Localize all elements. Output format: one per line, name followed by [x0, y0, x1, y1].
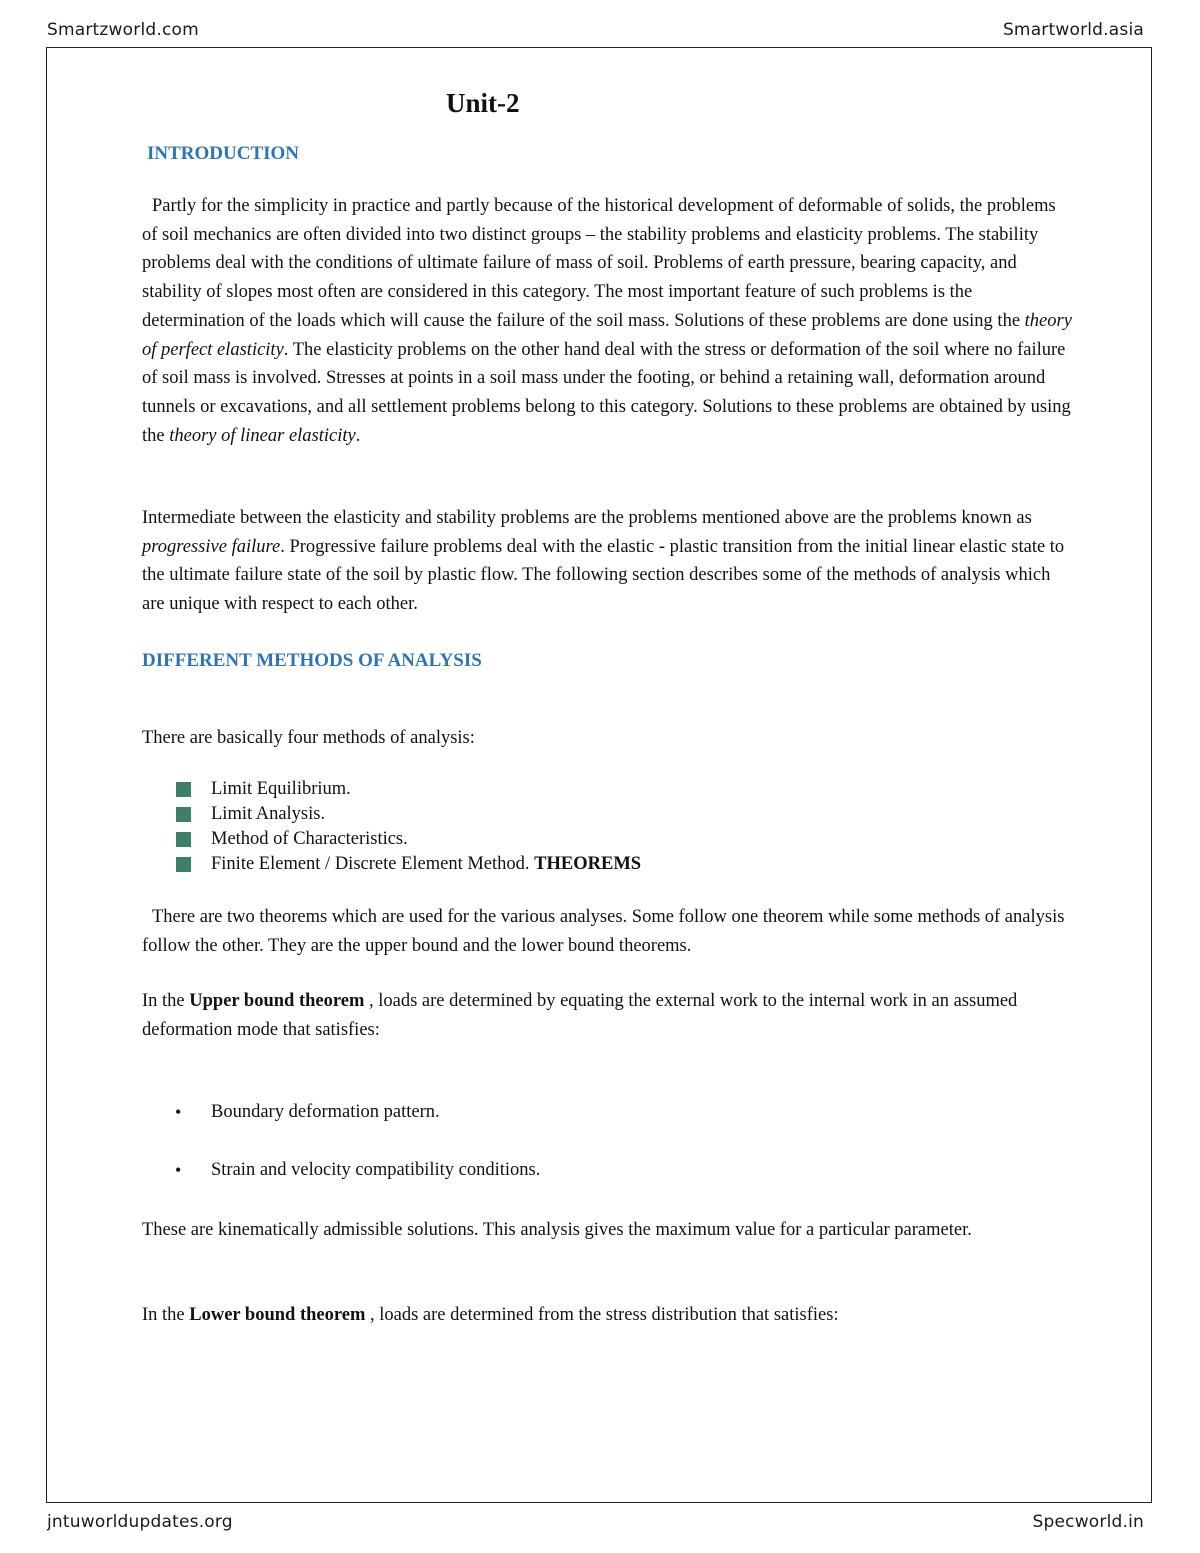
square-bullet-icon: [176, 857, 191, 872]
lower-bound-paragraph: In the Lower bound theorem , loads are determined from the stress distribution that satisfies:: [142, 1305, 839, 1325]
footer-right-site: Specworld.in: [1032, 1512, 1144, 1532]
square-bullet-icon: [176, 807, 191, 822]
list-item: Finite Element / Discrete Element Method. THEOREMS: [142, 852, 1042, 877]
page-title: Unit-2: [446, 88, 520, 118]
header-left-site: Smartzworld.com: [47, 20, 199, 40]
list-item: • Boundary deformation pattern.: [175, 1102, 440, 1122]
lower-bound-term: Lower bound theorem: [189, 1305, 366, 1325]
methods-intro: There are basically four methods of analysis:: [142, 728, 475, 748]
intro-paragraph-1: Partly for the simplicity in practice and partly because of the historical development of deformable of solids, the problems of soil mechanics are often divided into two distinct groups – the stability problems and elasticity problems. The stability problems deal with the conditions of ultimate failure of mass of soil. Problems of earth pressure, bearing capacity, and stability of slopes most often are considered in this category. The most important feature of such problems is the determination of the loads which will cause the failure of the soil mass. Solutions of these problems are done using the theory of perfect elasticity. The elasticity problems on the other hand deal with the stress or deformation of the soil where no failure of soil mass is involved. Stresses at points in a soil mass under the footing, or behind a retaining wall, deformation around tunnels or excavations, and all settlement problems belong to this category. Solutions to these problems are obtained by using the theory of linear elasticity.: [142, 196, 1072, 446]
footer-left-site: jntuworldupdates.org: [47, 1512, 233, 1532]
upper-bound-conditions: [142, 1102, 1042, 1123]
term-progressive-failure: progressive failure: [142, 536, 281, 557]
methods-list: [142, 777, 1042, 877]
square-bullet-icon: [176, 782, 191, 797]
term-perfect-elasticity: theory of perfect elasticity: [142, 310, 1072, 360]
theorems-heading: THEOREMS: [534, 854, 642, 874]
introduction-heading: INTRODUCTION: [147, 143, 300, 164]
header-right-site: Smartworld.asia: [1002, 20, 1144, 40]
list-item: Method of Characteristics.: [142, 827, 1042, 852]
bullet-dot-icon: •: [175, 1102, 182, 1122]
theorems-paragraph: There are two theorems which are used for the various analyses. Some follow one theorem while some methods of analysis follow the other. They are the upper bound and the lower bound theorems.: [142, 907, 1065, 956]
square-bullet-icon: [176, 832, 191, 847]
upper-bound-term: Upper bound theorem: [189, 991, 365, 1011]
list-item: Limit Analysis.: [142, 802, 1042, 827]
kinematic-paragraph: These are kinematically admissible solutions. This analysis gives the maximum value for a particular parameter.: [142, 1220, 972, 1240]
upper-bound-conditions-2: [142, 1160, 1042, 1181]
upper-bound-paragraph: In the Upper bound theorem , loads are determined by equating the external work to the internal work in an assumed deformation mode that satisfies:: [142, 991, 1018, 1040]
term-linear-elasticity: theory of linear elasticity: [169, 425, 356, 446]
list-item: Limit Equilibrium.: [142, 777, 1042, 802]
bullet-dot-icon: •: [175, 1160, 182, 1180]
methods-heading: DIFFERENT METHODS OF ANALYSIS: [142, 650, 482, 671]
intro-paragraph-2: Intermediate between the elasticity and stability problems are the problems mentioned above are the problems known as progressive failure. Progressive failure problems deal with the elastic - plastic transition from the initial linear elastic state to the ultimate failure state of the soil by plastic flow. The following section describes some of the methods of analysis which are unique with respect to each other.: [142, 508, 1065, 615]
list-item: • Strain and velocity compatibility conditions.: [175, 1160, 541, 1180]
